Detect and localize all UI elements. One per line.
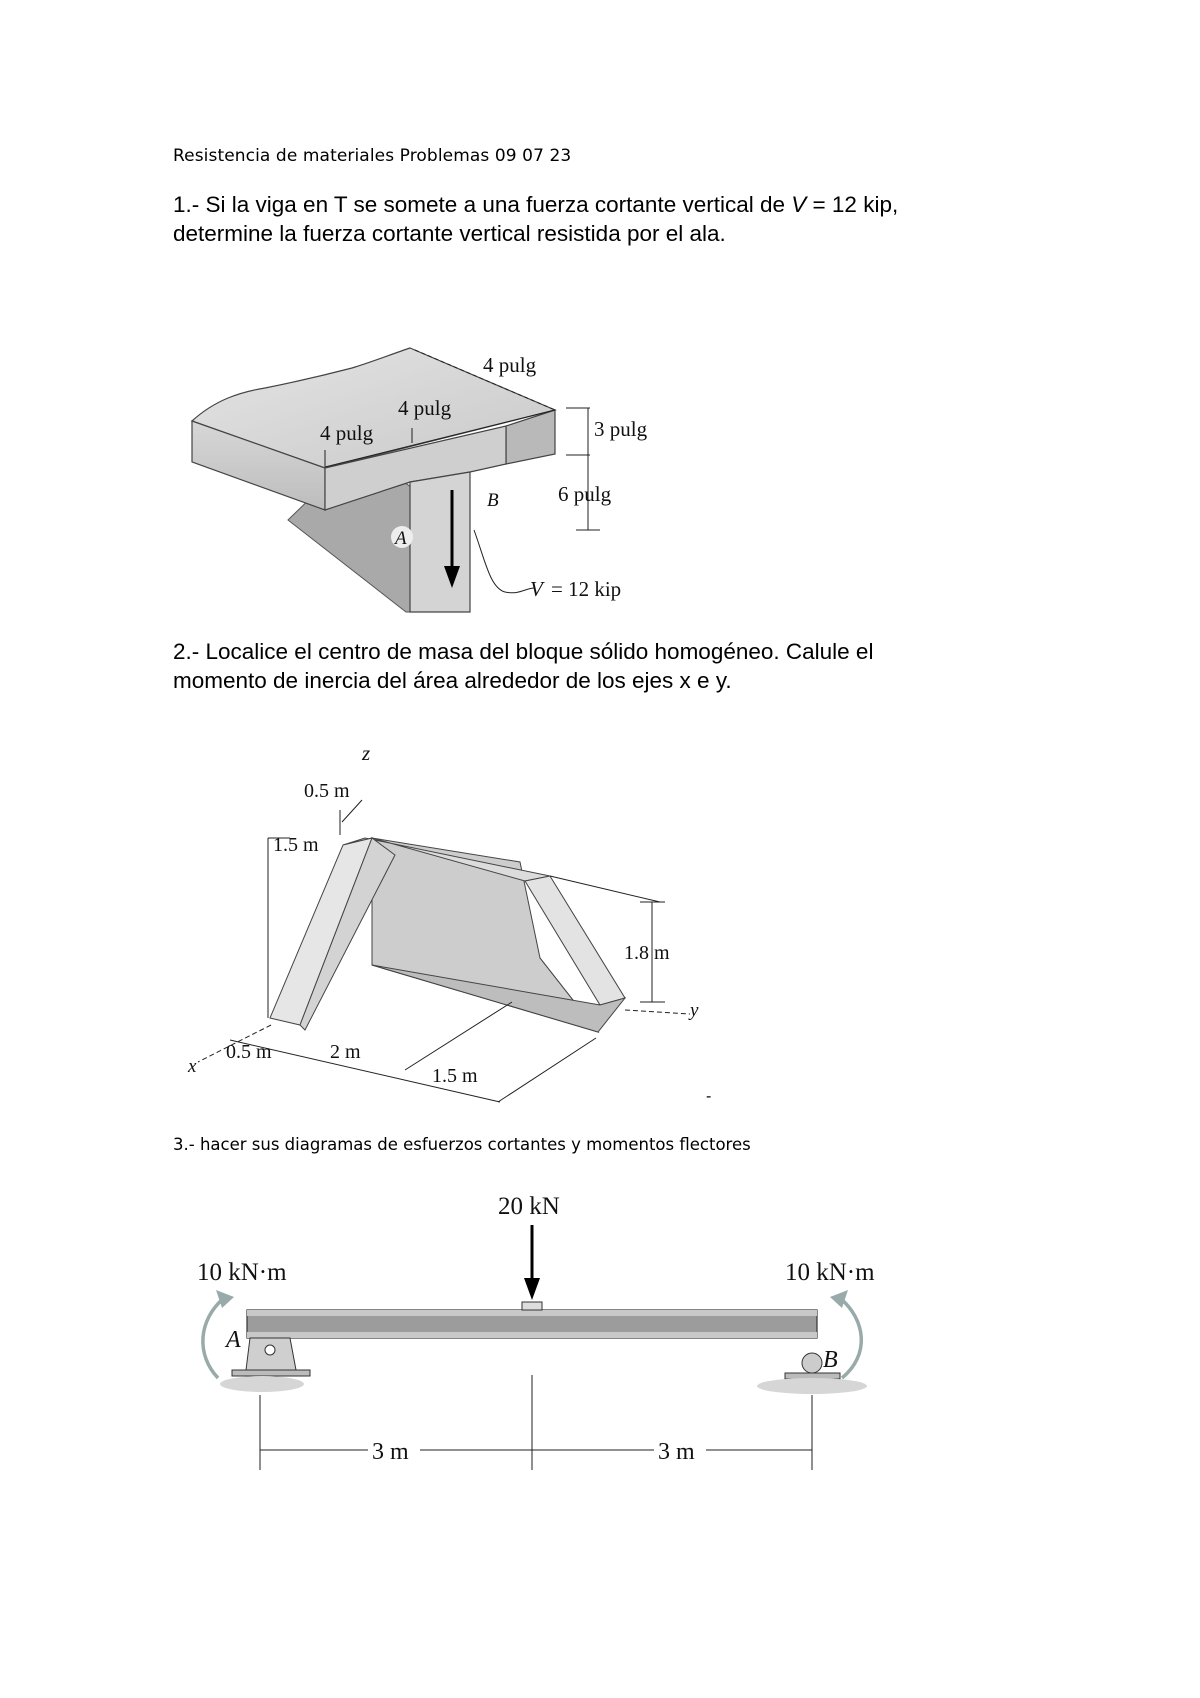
shear-value-label: = 12 kip — [551, 577, 622, 601]
moment-right-label: 10 kN·m — [785, 1259, 875, 1286]
shear-v-label: V — [530, 577, 543, 601]
moment-left-label: 10 kN·m — [197, 1259, 287, 1286]
dim-label-left: 4 pulg — [320, 421, 374, 445]
beam-bottom-flange — [247, 1332, 817, 1338]
solid-block-figure — [0, 740, 760, 1100]
axis-y-label: y — [690, 1000, 699, 1021]
problem-2-line-2: momento de inercia del área alrededor de los ejes x e y. — [173, 668, 732, 693]
moment-right-arc — [840, 1298, 861, 1378]
dim-label-15-left: 1.5 m — [273, 834, 319, 856]
dim-label-top-05: 0.5 m — [304, 780, 350, 802]
dim-18-ext-top — [550, 876, 660, 902]
load-plate — [522, 1302, 542, 1310]
shear-leader — [474, 530, 535, 593]
axis-x-label: x — [188, 1056, 197, 1077]
point-a-label: A — [395, 528, 407, 549]
roller-b — [802, 1353, 822, 1373]
dim-label-top: 4 pulg — [483, 353, 537, 377]
dim-label-bottom-15: 1.5 m — [432, 1065, 478, 1087]
dim-label-2: 2 m — [330, 1041, 361, 1063]
problem-2-statement — [173, 637, 1073, 695]
dim-15-bottom-ext2 — [498, 1038, 596, 1102]
dim-label-bottom-05: 0.5 m — [226, 1041, 272, 1063]
ground-b — [757, 1378, 867, 1394]
stray-mark: - — [706, 1088, 712, 1105]
web-front-face — [410, 472, 470, 612]
load-arrow-head — [524, 1278, 540, 1300]
beam-figure — [0, 1180, 900, 1480]
support-b-label: B — [823, 1347, 838, 1373]
dim-05-line — [342, 800, 362, 822]
problem-2-line-1: 2.- Localice el centro de masa del bloque sólido homogéneo. Calule el — [173, 639, 874, 664]
axis-y-line — [625, 1010, 690, 1014]
problem-3-statement: 3.- hacer sus diagramas de esfuerzos cortantes y momentos flectores — [173, 1135, 751, 1154]
dim-label-flange: 3 pulg — [594, 417, 648, 441]
dim-15-bottom-ext — [405, 1002, 512, 1070]
document-title: Resistencia de materiales Problemas 09 07 23 — [173, 146, 572, 166]
t-beam-figure — [0, 330, 700, 620]
point-b-label: B — [487, 490, 499, 511]
span-right-label: 3 m — [658, 1439, 695, 1465]
dim-label-mid: 4 pulg — [398, 396, 452, 420]
problem-1-line-1: 1.- Si la viga en T se somete a una fuerza cortante vertical de V = 12 kip, — [173, 192, 899, 217]
span-left-label: 3 m — [372, 1439, 409, 1465]
problem-1-line-2: determine la fuerza cortante vertical resistida por el ala. — [173, 221, 726, 246]
axis-z-label: z — [362, 741, 371, 765]
load-label: 20 kN — [498, 1193, 560, 1220]
beam-top-flange — [247, 1310, 817, 1316]
moment-left-arc — [203, 1298, 224, 1378]
support-a-label: A — [226, 1327, 241, 1353]
pin-a-hole — [265, 1345, 275, 1355]
dim-label-18: 1.8 m — [624, 942, 670, 964]
pin-a-base — [232, 1370, 310, 1376]
ground-a — [220, 1376, 304, 1392]
dim-label-web: 6 pulg — [558, 482, 612, 506]
problem-1-statement — [173, 190, 1073, 248]
